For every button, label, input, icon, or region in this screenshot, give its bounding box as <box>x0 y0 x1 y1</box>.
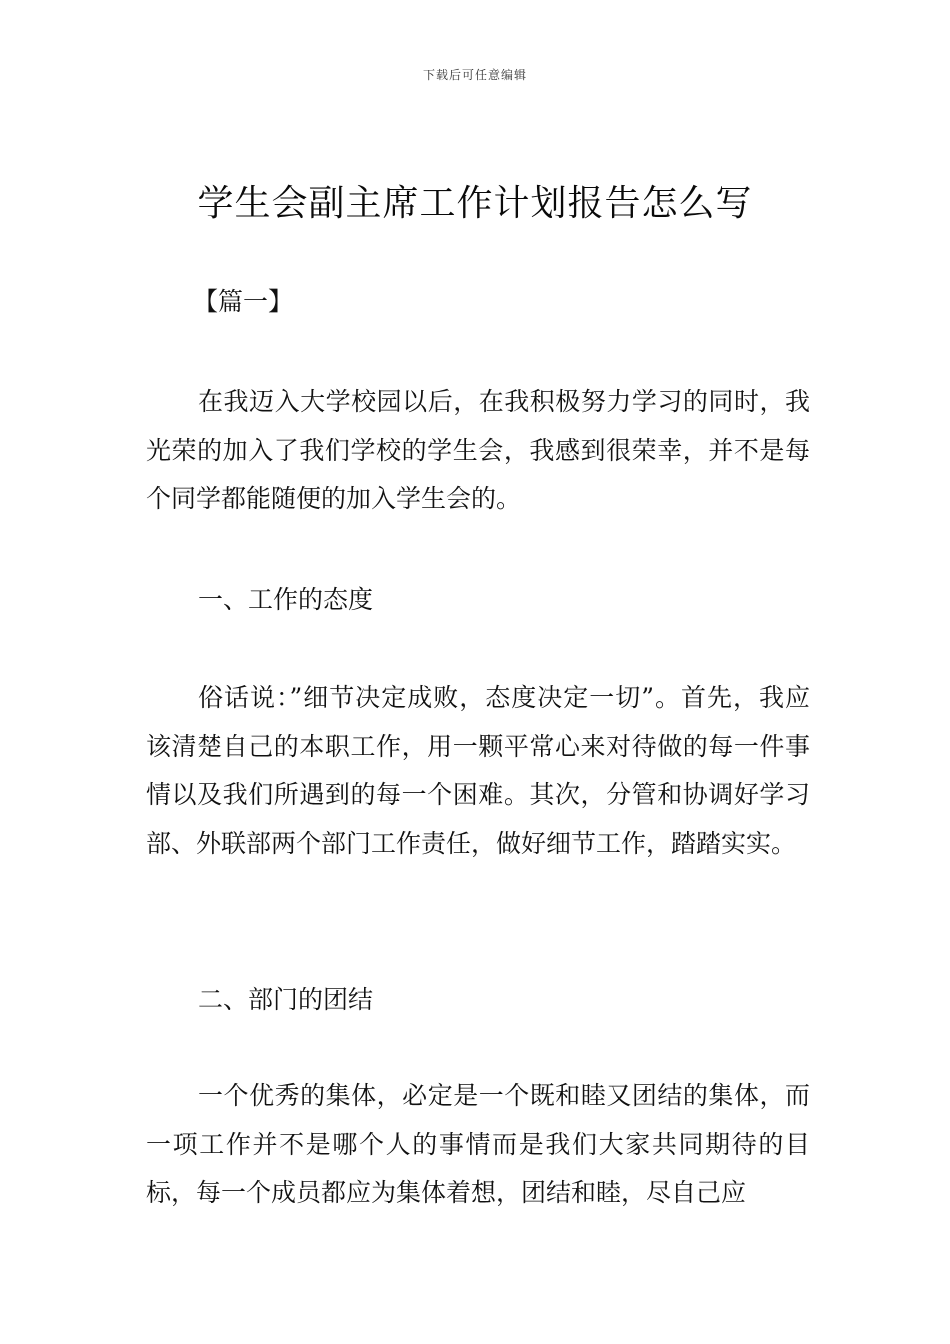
heading-department-unity: 二、部门的团结 <box>198 985 374 1014</box>
attitude-paragraph: 俗话说：”细节决定成败，态度决定一切”。首先，我应该清楚自己的本职工作，用一颗平常心来对待做的每一件事情以及我们所遇到的每一个困难。其次，分管和协调好学习部、外联部两个部门工作责任，做好细节工作，踏踏实实。 <box>146 683 810 858</box>
document-title: 学生会副主席工作计划报告怎么写 <box>197 183 753 224</box>
section-tag: 【篇一】 <box>193 287 294 316</box>
header-note: 下载后可任意编辑 <box>422 68 527 82</box>
heading-work-attitude: 一、工作的态度 <box>198 585 374 614</box>
intro-paragraph: 在我迈入大学校园以后，在我积极努力学习的同时，我光荣的加入了我们学校的学生会，我感到很荣幸，并不是每个同学都能随便的加入学生会的。 <box>146 387 810 513</box>
unity-paragraph: 一个优秀的集体，必定是一个既和睦又团结的集体，而一项工作并不是哪个人的事情而是我们大家共同期待的目标，每一个成员都应为集体着想，团结和睦，尽自己应 <box>146 1081 810 1207</box>
